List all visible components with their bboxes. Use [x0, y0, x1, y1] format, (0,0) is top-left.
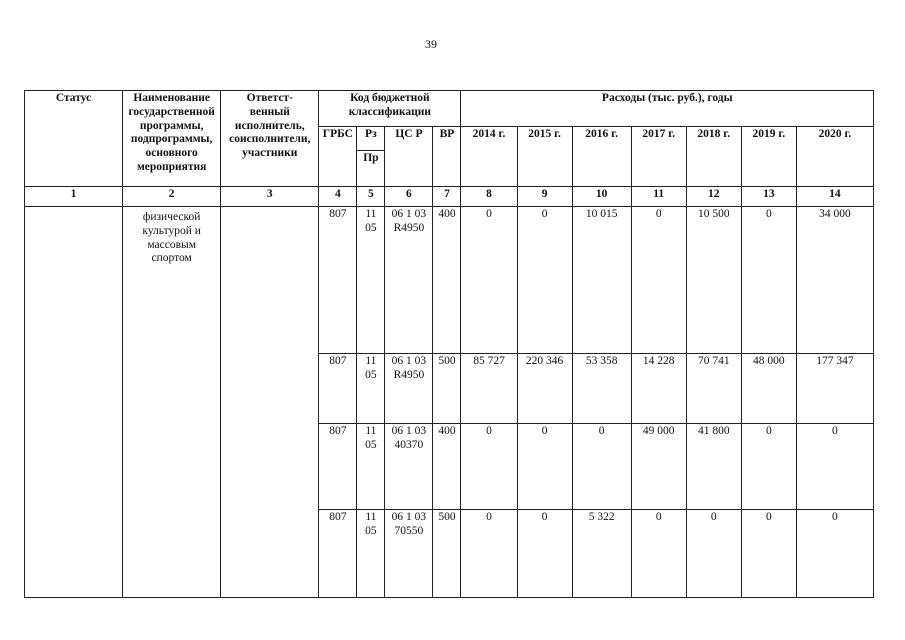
value-cell: 5 322	[572, 510, 631, 598]
value-cell: 41 800	[686, 424, 741, 510]
column-number: 6	[385, 187, 433, 207]
value-cell: 0	[517, 424, 572, 510]
value-cell: 0	[461, 510, 517, 598]
value-cell: 0	[741, 207, 796, 354]
program-name-cell	[123, 207, 221, 598]
column-number: 11	[631, 187, 686, 207]
header-year: 2017 г.	[631, 127, 686, 187]
value-cell: 10 015	[572, 207, 631, 354]
pr-value: 05	[365, 368, 377, 381]
rz-value: 11	[365, 355, 377, 367]
value-cell: 53 358	[572, 354, 631, 424]
header-row-1	[25, 91, 874, 127]
header-year: 2018 г.	[686, 127, 741, 187]
header-rz: Рз	[357, 127, 385, 151]
header-year: 2019 г.	[741, 127, 796, 187]
csr-cell	[385, 510, 433, 598]
column-number: 14	[796, 187, 873, 207]
column-number-row	[25, 187, 874, 207]
program-name-line: спортом	[151, 252, 192, 265]
column-number: 10	[572, 187, 631, 207]
header-year: 2016 г.	[572, 127, 631, 187]
header-pr: Пр	[357, 151, 385, 187]
csr-line: 70550	[394, 524, 424, 537]
pr-value: 05	[365, 221, 377, 234]
header-executor-line: Ответст-	[246, 92, 293, 104]
rz-value: 11	[365, 208, 377, 220]
rz-pr-cell	[357, 510, 385, 598]
header-executor-line: исполнитель,	[234, 119, 305, 132]
header-vr: ВР	[433, 127, 461, 187]
header-grbs: ГРБС	[319, 127, 357, 187]
header-executor	[221, 91, 319, 187]
vr-cell: 400	[433, 424, 461, 510]
csr-cell	[385, 424, 433, 510]
program-name-line: массовым	[147, 238, 197, 251]
header-budget-code-line: Код бюджетной	[350, 92, 430, 104]
header-executor-line: венный	[249, 105, 290, 118]
value-cell: 0	[461, 424, 517, 510]
header-name	[123, 91, 221, 187]
value-cell: 10 500	[686, 207, 741, 354]
column-number: 13	[741, 187, 796, 207]
header-executor-line: участники	[242, 147, 298, 160]
grbs-cell: 807	[319, 510, 357, 598]
value-cell: 0	[741, 510, 796, 598]
header-year: 2020 г.	[796, 127, 873, 187]
header-budget-code-line: классификации	[348, 105, 432, 118]
header-csr: ЦС Р	[385, 127, 433, 187]
pr-value: 05	[365, 438, 377, 451]
value-cell: 85 727	[461, 354, 517, 424]
executor-cell	[221, 207, 319, 598]
value-cell: 0	[517, 510, 572, 598]
column-number: 3	[221, 187, 319, 207]
rz-pr-cell	[357, 424, 385, 510]
program-name-line: культурой и	[142, 224, 201, 237]
vr-cell: 500	[433, 354, 461, 424]
csr-cell	[385, 207, 433, 354]
status-cell	[25, 207, 123, 598]
csr-cell	[385, 354, 433, 424]
column-number: 12	[686, 187, 741, 207]
column-number: 1	[25, 187, 123, 207]
value-cell: 0	[686, 510, 741, 598]
value-cell: 48 000	[741, 354, 796, 424]
value-cell: 0	[572, 424, 631, 510]
column-number: 2	[123, 187, 221, 207]
header-executor-line: соисполнители,	[229, 133, 311, 146]
program-name-line: физической	[142, 211, 201, 223]
value-cell: 0	[631, 207, 686, 354]
vr-cell: 500	[433, 510, 461, 598]
header-year: 2014 г.	[461, 127, 517, 187]
csr-line: 06 1 03	[391, 511, 427, 523]
grbs-cell: 807	[319, 424, 357, 510]
column-number: 8	[461, 187, 517, 207]
value-cell: 34 000	[796, 207, 873, 354]
column-number: 4	[319, 187, 357, 207]
value-cell: 0	[517, 207, 572, 354]
header-name-line: мероприятия	[136, 160, 207, 173]
grbs-cell: 807	[319, 207, 357, 354]
rz-pr-cell	[357, 207, 385, 354]
header-expenses: Расходы (тыс. руб.), годы	[461, 91, 874, 127]
header-budget-code	[319, 91, 461, 127]
rz-value: 11	[365, 425, 377, 437]
header-name-line: Наименование	[133, 92, 210, 104]
header-year: 2015 г.	[517, 127, 572, 187]
header-name-line: государственной	[128, 105, 215, 118]
value-cell: 0	[741, 424, 796, 510]
table-row	[25, 207, 874, 354]
column-number: 7	[433, 187, 461, 207]
vr-cell: 400	[433, 207, 461, 354]
grbs-cell: 807	[319, 354, 357, 424]
header-name-line: программы,	[139, 119, 204, 132]
header-name-line: подпрограммы,	[130, 133, 213, 146]
value-cell: 0	[631, 510, 686, 598]
value-cell: 0	[796, 510, 873, 598]
csr-line: 06 1 03	[391, 425, 427, 437]
csr-line: 40370	[394, 438, 424, 451]
column-number: 5	[357, 187, 385, 207]
value-cell: 0	[796, 424, 873, 510]
header-name-line: основного	[145, 147, 198, 160]
value-cell: 70 741	[686, 354, 741, 424]
value-cell: 49 000	[631, 424, 686, 510]
csr-line: R4950	[393, 368, 425, 381]
rz-pr-cell	[357, 354, 385, 424]
value-cell: 177 347	[796, 354, 873, 424]
pr-value: 05	[365, 524, 377, 537]
value-cell: 220 346	[517, 354, 572, 424]
csr-line: 06 1 03	[391, 355, 427, 367]
value-cell: 14 228	[631, 354, 686, 424]
rz-value: 11	[365, 511, 377, 523]
budget-table	[24, 90, 874, 598]
value-cell: 0	[461, 207, 517, 354]
csr-line: 06 1 03	[391, 208, 427, 220]
header-status: Статус	[25, 91, 123, 187]
csr-line: R4950	[393, 221, 425, 234]
column-number: 9	[517, 187, 572, 207]
page-number: 39	[425, 37, 437, 51]
